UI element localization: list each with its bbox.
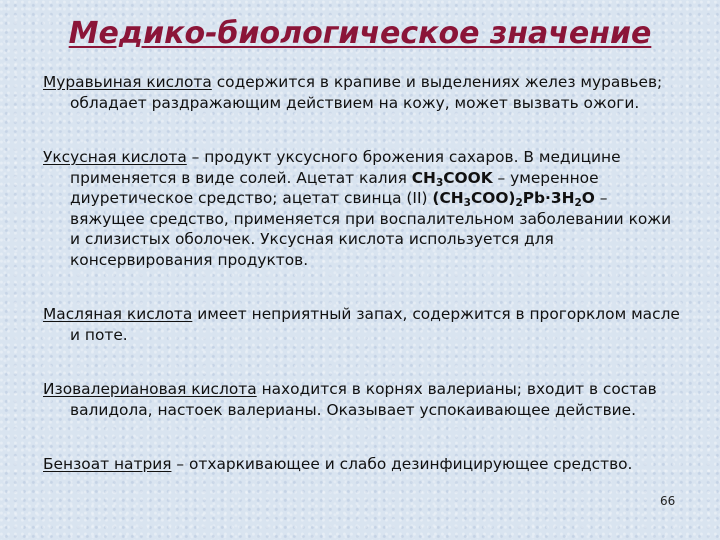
paragraph-text: имеет неприятный запах, содержится в прогорклом масле и поте. <box>70 305 680 344</box>
paragraph-text: находится в корнях валерианы; входит в состав валидола, настоек валерианы. Оказывает успокаивающее действие. <box>70 380 657 419</box>
paragraph-butyric-acid <box>43 304 683 345</box>
term-formic-acid: Муравьиная кислота <box>43 73 212 91</box>
paragraph-text: – продукт уксусного брожения сахаров. В медицине применяется в виде солей. Ацетат калия <box>70 148 621 187</box>
formula-lead-acetate: $(CH_3COO)_2Pb\cdot 3H_2O$ <box>432 189 595 209</box>
paragraph-formic-acid <box>43 72 683 113</box>
paragraph-text: содержится в крапиве и выделениях желез муравьев; обладает раздражающим действием на кожу, может вызвать ожоги. <box>70 73 663 112</box>
paragraph-acetic-acid <box>43 147 683 270</box>
paragraph-text: – вяжущее средство, применяется при воспалительном заболевании кожи и слизистых оболочек. Уксусная кислота используется для консервирования продуктов. <box>70 189 672 269</box>
paragraph-text: – отхаркивающее и слабо дезинфицирующее средство. <box>171 455 633 473</box>
paragraph-sodium-benzoate <box>43 454 683 475</box>
term-acetic-acid: Уксусная кислота <box>43 148 187 166</box>
slide-title: Медико-биологическое значение <box>68 16 652 51</box>
paragraph-isovaleric-acid <box>43 379 683 420</box>
slide-body <box>43 72 683 509</box>
formula-potassium-acetate: $CH_3COOK$ <box>411 168 493 189</box>
term-butyric-acid: Масляная кислота <box>43 305 193 323</box>
term-isovaleric-acid: Изовалериановая кислота <box>43 380 257 398</box>
paragraph-text: – умеренное диуретическое средство; ацетат свинца (II) <box>70 168 599 207</box>
term-sodium-benzoate: Бензоат натрия <box>43 455 172 473</box>
page-number: 66 <box>660 494 676 508</box>
